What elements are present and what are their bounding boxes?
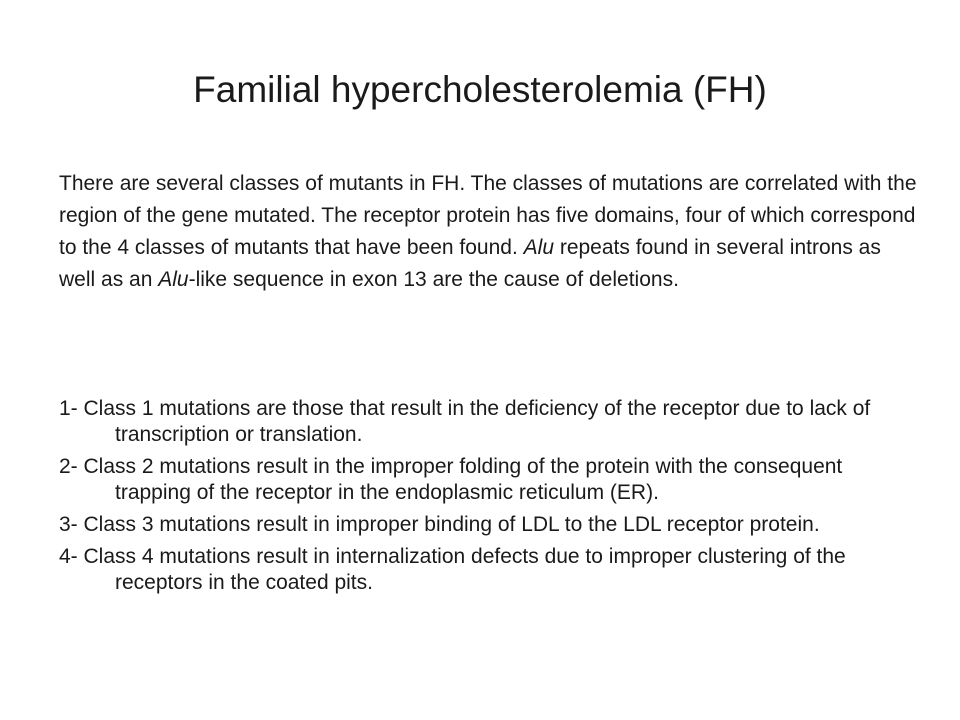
intro-text-part-2: repeats found in several introns as well as an bbox=[59, 236, 881, 291]
intro-text-part-1: There are several classes of mutants in FH. The classes of mutations are correlated with the region of the gene mutated. The receptor protein has five domains, four of which correspond to the 4 classes of mutants that have been found. bbox=[59, 172, 917, 259]
intro-paragraph bbox=[59, 168, 919, 296]
class-1-item: 1- Class 1 mutations are those that result in the deficiency of the receptor due to lack of transcription or translation. bbox=[59, 397, 871, 446]
intro-text-part-3: -like sequence in exon 13 are the cause of deletions. bbox=[188, 268, 679, 291]
class-4-item: 4- Class 4 mutations result in internalization defects due to improper clustering of the receptors in the coated pits. bbox=[59, 545, 846, 594]
slide-title: Familial hypercholesterolemia (FH) bbox=[193, 69, 767, 110]
class-3-item: 3- Class 3 mutations result in improper binding of LDL to the LDL receptor protein. bbox=[59, 513, 820, 536]
mutation-classes-list bbox=[59, 396, 909, 602]
class-2-item: 2- Class 2 mutations result in the improper folding of the protein with the consequent trapping of the receptor in the endoplasmic reticulum (ER). bbox=[59, 455, 843, 504]
intro-alu-term-2: Alu bbox=[158, 268, 189, 291]
intro-alu-term-1: Alu bbox=[523, 236, 554, 259]
